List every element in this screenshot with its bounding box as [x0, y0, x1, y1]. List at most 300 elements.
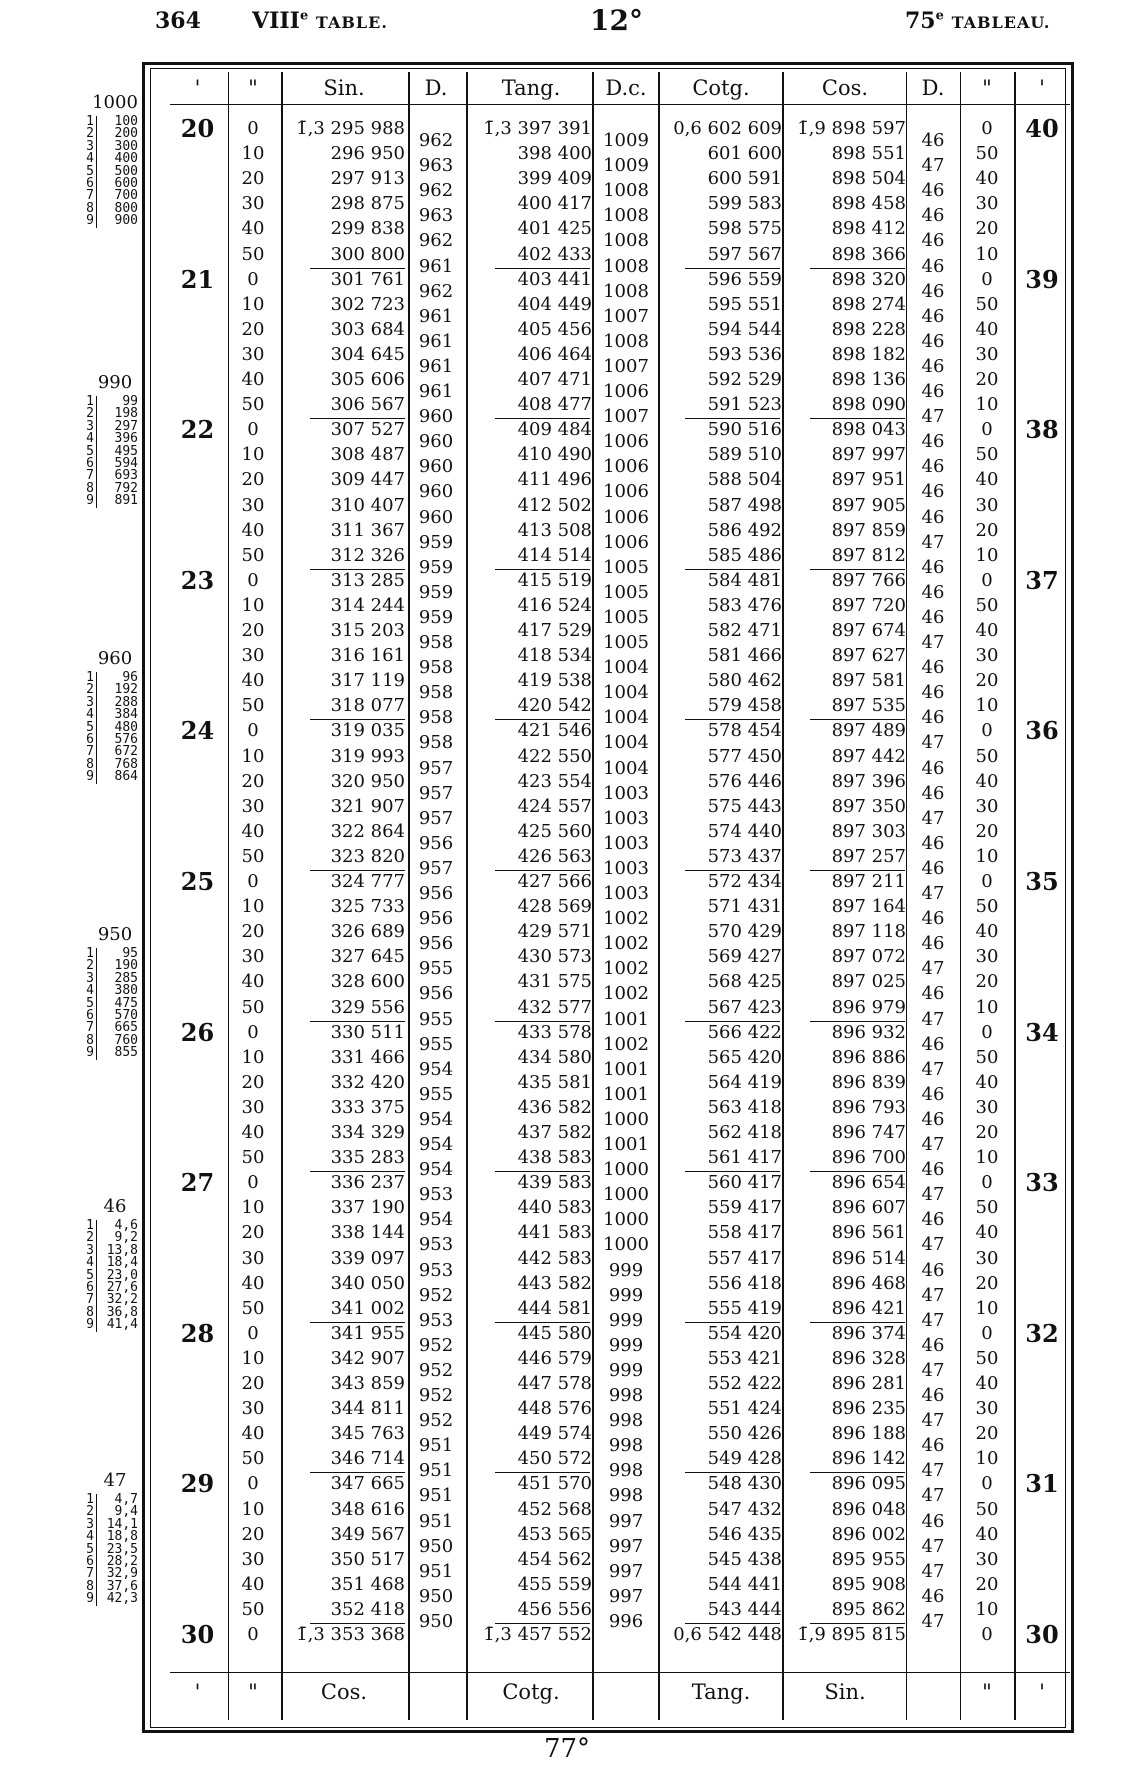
- cell-sec: 30: [241, 1247, 265, 1269]
- prop-parts-value: 192: [114, 682, 138, 698]
- cell-cos: 897 859: [831, 519, 906, 541]
- cell-cotg: 567 423: [707, 996, 782, 1018]
- cell-cos: 896 328: [831, 1347, 906, 1369]
- cell-sec: 30: [241, 343, 265, 365]
- cell-sec-r: 0: [981, 1172, 993, 1194]
- cell-tang: 452 568: [517, 1498, 592, 1520]
- prop-parts-index: 7: [86, 744, 94, 760]
- cell-d1: 956: [418, 933, 454, 955]
- cell-d2: 47: [921, 1410, 945, 1432]
- cell-dc: 1005: [603, 632, 649, 653]
- cell-d2: 46: [921, 1209, 945, 1231]
- footer-sin: Cos.: [320, 1680, 368, 1704]
- cell-d2: 46: [921, 506, 945, 528]
- cell-sec: 50: [241, 695, 265, 717]
- cell-cos: 896 095: [831, 1473, 906, 1495]
- prop-parts-value: 768: [114, 756, 138, 772]
- cell-sin: 297 913: [330, 168, 405, 190]
- prop-parts-index: 7: [86, 1566, 94, 1582]
- cell-d1: 954: [418, 1209, 454, 1231]
- cell-d2: 46: [921, 330, 945, 352]
- cell-d1: 953: [418, 1184, 454, 1206]
- prop-parts-index: 4: [86, 983, 94, 999]
- cell-sec-r: 0: [981, 268, 993, 290]
- cell-cos: 896 048: [831, 1498, 906, 1520]
- cell-min: 25: [180, 867, 215, 896]
- prop-parts-value: 285: [114, 970, 138, 986]
- cell-tang: 453 565: [517, 1523, 592, 1545]
- cell-sec-r: 50: [975, 1046, 999, 1068]
- cell-dc: 999: [608, 1309, 644, 1331]
- cell-sec-r: 0: [981, 118, 993, 139]
- cell-d1: 955: [418, 1083, 454, 1105]
- cell-d1: 960: [418, 506, 454, 528]
- cell-tang: 398 400: [517, 143, 592, 165]
- cell-cos: 898 504: [831, 168, 906, 190]
- cell-cos: 898 228: [831, 318, 906, 340]
- prop-parts-index: 8: [86, 756, 94, 772]
- cell-cos: 896 747: [831, 1122, 906, 1143]
- prop-parts-value: 760: [114, 1032, 138, 1048]
- cell-sec-r: 20: [975, 820, 999, 842]
- cell-cos: 897 951: [831, 469, 906, 491]
- cell-sin: 343 859: [330, 1373, 405, 1394]
- prop-parts-bar: [96, 672, 97, 784]
- cell-sin: 320 950: [330, 770, 405, 792]
- prop-parts-value: 23,0: [106, 1267, 138, 1283]
- cell-tang: 423 554: [517, 770, 592, 792]
- cell-sec: 50: [241, 996, 265, 1018]
- header-sin: Sin.: [323, 76, 365, 100]
- prop-parts-index: 9: [86, 1317, 94, 1333]
- cell-sec: 50: [241, 1448, 265, 1470]
- cell-sin: 350 517: [330, 1548, 405, 1570]
- cell-d1: 957: [418, 857, 454, 879]
- cell-min-r: 33: [1025, 1168, 1059, 1198]
- cell-cos: 897 720: [831, 594, 906, 616]
- cell-cos: 896 700: [831, 1147, 906, 1169]
- cell-dc: 1004: [603, 707, 649, 729]
- cell-sec-r: 50: [975, 594, 999, 616]
- tableau-word: TABLEAU.: [951, 13, 1051, 32]
- cell-cotg: 599 583: [707, 193, 782, 215]
- cell-d2: 46: [921, 180, 945, 202]
- cell-dc: 1002: [603, 958, 649, 980]
- cell-sin: 352 418: [330, 1598, 405, 1620]
- prop-parts-value: 100: [114, 114, 138, 129]
- cell-sec-r: 20: [975, 1272, 999, 1294]
- cell-sec-r: 40: [975, 921, 999, 943]
- cell-sin: 327 645: [330, 946, 405, 968]
- cell-cotg: 570 429: [707, 921, 782, 943]
- cell-sec: 10: [241, 745, 265, 767]
- cell-tang: 412 502: [517, 494, 592, 516]
- cell-dc: 1008: [603, 230, 649, 252]
- cell-tang: 445 580: [517, 1322, 592, 1344]
- cell-dc: 1008: [603, 255, 649, 277]
- cell-cotg: 588 504: [707, 469, 782, 491]
- cell-d2: 47: [921, 1134, 945, 1155]
- cell-dc: 1006: [603, 431, 649, 453]
- column-divider: [906, 72, 907, 1720]
- cell-sec-r: 30: [975, 946, 999, 968]
- prop-parts-value: 576: [114, 732, 138, 747]
- cell-sec: 40: [241, 218, 265, 240]
- cell-d2: 47: [921, 1535, 945, 1557]
- cell-sec-r: 10: [975, 1448, 999, 1470]
- cell-sec: 20: [241, 1373, 265, 1394]
- cell-sec: 0: [247, 268, 259, 290]
- cell-cotg: 578 454: [707, 720, 782, 742]
- cell-d2: 47: [921, 883, 945, 904]
- cell-dc: 1002: [603, 983, 649, 1005]
- prop-parts-value: 37,6: [106, 1578, 138, 1594]
- cell-sin: 302 723: [330, 293, 405, 315]
- cell-sin: 308 487: [330, 444, 405, 466]
- cell-d1: 951: [418, 1485, 454, 1507]
- cell-sin: 351 468: [330, 1573, 405, 1595]
- cell-sec-r: 40: [975, 168, 999, 190]
- cell-dc: 1004: [603, 757, 649, 779]
- cell-d2: 46: [921, 707, 945, 729]
- cell-sin: 1̄,3 295 988: [296, 118, 405, 139]
- cell-d2: 46: [921, 908, 945, 930]
- cell-cos: 897 581: [831, 670, 906, 692]
- cell-cotg: 590 516: [707, 419, 782, 441]
- cell-sec-r: 20: [975, 1122, 999, 1143]
- cell-dc: 1008: [603, 280, 649, 302]
- cell-tang: 427 566: [517, 871, 592, 892]
- cell-cos: 897 118: [831, 921, 906, 943]
- cell-tang: 411 496: [517, 469, 592, 491]
- cell-tang: 429 571: [517, 921, 592, 943]
- cell-cotg: 545 438: [707, 1548, 782, 1570]
- prop-parts-value: 28,2: [106, 1554, 138, 1569]
- cell-d1: 953: [418, 1234, 454, 1256]
- footer-min: ': [194, 1680, 201, 1704]
- cell-sec: 0: [247, 1473, 259, 1495]
- cell-tang: 437 582: [517, 1122, 592, 1143]
- cell-sin: 323 820: [330, 845, 405, 867]
- cell-tang: 435 581: [517, 1071, 592, 1093]
- cell-cotg: 594 544: [707, 318, 782, 340]
- prop-parts-value: 200: [114, 126, 138, 142]
- cell-cotg: 563 418: [707, 1096, 782, 1118]
- prop-parts-index: 5: [86, 163, 94, 179]
- cell-sec: 20: [241, 620, 265, 641]
- cell-tang: 402 433: [517, 243, 592, 265]
- cell-sin: 321 907: [330, 795, 405, 817]
- cell-min: 21: [180, 264, 215, 294]
- cell-sec-r: 0: [981, 569, 993, 591]
- prop-parts-index: 1: [86, 394, 94, 409]
- cell-min-r: 39: [1025, 264, 1059, 294]
- cell-cotg: 547 432: [707, 1498, 782, 1520]
- prop-parts-head: 46: [103, 1196, 127, 1217]
- cell-d2: 46: [921, 757, 945, 779]
- cell-d2: 46: [921, 1435, 945, 1457]
- cell-tang: 405 456: [517, 318, 592, 340]
- cell-d1: 954: [418, 1058, 454, 1080]
- cell-tang: 449 574: [517, 1423, 592, 1445]
- cell-dc: 1004: [603, 657, 649, 679]
- cell-cotg: 593 536: [707, 343, 782, 365]
- cell-cos: 896 979: [831, 996, 906, 1018]
- cell-dc: 1007: [603, 406, 649, 428]
- cell-cotg: 598 575: [707, 218, 782, 240]
- cell-tang: 439 583: [517, 1172, 592, 1194]
- cell-sec-r: 10: [975, 1297, 999, 1319]
- cell-min: 26: [180, 1017, 215, 1047]
- cell-tang: 450 572: [517, 1448, 592, 1470]
- cell-cos: 897 442: [831, 745, 906, 767]
- cell-tang: 440 583: [517, 1197, 592, 1219]
- cell-sin: 326 689: [330, 921, 405, 943]
- cell-dc: 1008: [603, 205, 649, 227]
- cell-sec-r: 10: [975, 394, 999, 416]
- prop-parts-index: 5: [86, 443, 94, 459]
- cell-sin: 298 875: [330, 193, 405, 215]
- cell-sec: 10: [241, 594, 265, 616]
- cell-cotg: 544 441: [707, 1573, 782, 1595]
- cell-d2: 47: [921, 1184, 945, 1206]
- cell-sin: 349 567: [330, 1523, 405, 1545]
- cell-cotg: 557 417: [707, 1247, 782, 1269]
- cell-d1: 951: [418, 1560, 454, 1582]
- cell-dc: 1002: [603, 933, 649, 955]
- cell-min-r: 35: [1025, 867, 1059, 896]
- cell-dc: 998: [608, 1485, 644, 1507]
- cell-cotg: 575 443: [707, 795, 782, 817]
- cell-sin: 325 733: [330, 896, 405, 918]
- footer-sec-r: ": [982, 1680, 992, 1704]
- cell-d2: 47: [921, 1008, 945, 1030]
- cell-tang: 403 441: [517, 268, 592, 290]
- prop-parts-value: 693: [114, 468, 138, 484]
- header-d2: D.: [921, 76, 945, 100]
- prop-parts-index: 9: [86, 769, 94, 785]
- cell-sec-r: 20: [975, 1423, 999, 1445]
- prop-parts-value: 396: [114, 431, 138, 447]
- cell-cos: 897 627: [831, 645, 906, 667]
- cell-tang: 428 569: [517, 896, 592, 918]
- cell-dc: 1000: [603, 1108, 649, 1130]
- cell-d1: 961: [418, 305, 454, 327]
- cell-d2: 46: [921, 1585, 945, 1607]
- prop-parts-index: 2: [86, 1230, 94, 1246]
- header-min: ': [194, 76, 201, 100]
- cell-sin: 330 511: [330, 1021, 405, 1043]
- cell-sec: 30: [241, 1096, 265, 1118]
- prop-parts-index: 9: [86, 1045, 94, 1061]
- cell-d2: 46: [921, 1108, 945, 1130]
- cell-sec-r: 50: [975, 1197, 999, 1219]
- cell-d1: 957: [418, 807, 454, 829]
- cell-sec: 40: [241, 1573, 265, 1595]
- prop-parts-index: 1: [86, 1492, 94, 1507]
- cell-sec-r: 10: [975, 845, 999, 867]
- cell-sec: 50: [241, 394, 265, 416]
- cell-d1: 956: [418, 832, 454, 854]
- prop-parts-value: 95: [122, 946, 138, 961]
- prop-parts-index: 8: [86, 480, 94, 496]
- cell-cos: 896 188: [831, 1423, 906, 1445]
- cell-sec-r: 10: [975, 996, 999, 1018]
- cell-sec-r: 0: [981, 1624, 993, 1645]
- prop-parts-value: 864: [114, 769, 138, 785]
- cell-cos: 897 535: [831, 695, 906, 717]
- cell-d2: 47: [921, 155, 945, 177]
- cell-dc: 1007: [603, 305, 649, 327]
- prop-parts-value: 594: [114, 456, 138, 471]
- cell-sec-r: 30: [975, 1548, 999, 1570]
- cell-sec: 40: [241, 971, 265, 993]
- cell-d2: 46: [921, 983, 945, 1005]
- prop-parts-head: 990: [97, 372, 133, 393]
- cell-d2: 46: [921, 1033, 945, 1055]
- cell-sin: 315 203: [330, 620, 405, 641]
- cell-tang: 451 570: [517, 1473, 592, 1495]
- cell-tang: 400 417: [517, 193, 592, 215]
- cell-cos: 895 955: [831, 1548, 906, 1570]
- prop-parts-index: 3: [86, 694, 94, 710]
- cell-tang: 415 519: [517, 569, 592, 591]
- cell-sec-r: 0: [981, 1322, 993, 1344]
- prop-parts-value: 380: [114, 983, 138, 999]
- cell-sec-r: 30: [975, 193, 999, 215]
- cell-d1: 952: [418, 1359, 454, 1381]
- prop-parts-index: 7: [86, 1020, 94, 1036]
- cell-sec: 50: [241, 544, 265, 566]
- cell-d2: 46: [921, 933, 945, 955]
- cell-d1: 958: [418, 632, 454, 653]
- cell-cos: 1̄,9 898 597: [797, 118, 906, 139]
- cell-cos: 896 839: [831, 1071, 906, 1093]
- cell-cotg: 581 466: [707, 645, 782, 667]
- cell-d2: 46: [921, 682, 945, 704]
- prop-parts-index: 9: [86, 493, 94, 509]
- prop-parts-value: 475: [114, 995, 138, 1011]
- cell-min: 23: [180, 565, 215, 595]
- cell-tang: 441 583: [517, 1222, 592, 1244]
- cell-cotg: 0,6 542 448: [673, 1624, 782, 1645]
- cell-sec: 30: [241, 1398, 265, 1420]
- cell-sec: 10: [241, 1347, 265, 1369]
- prop-parts-value: 400: [114, 151, 138, 167]
- prop-parts-value: 570: [114, 1008, 138, 1023]
- cell-min-r: 38: [1025, 415, 1059, 445]
- cell-tang: 421 546: [517, 720, 592, 742]
- cell-dc: 1006: [603, 481, 649, 503]
- column-divider: [960, 72, 961, 1720]
- cell-d2: 46: [921, 431, 945, 453]
- cell-sin: 301 761: [330, 268, 405, 290]
- cell-tang: 416 524: [517, 594, 592, 616]
- prop-parts-value: 495: [114, 443, 138, 459]
- cell-sec: 20: [241, 168, 265, 190]
- cell-sec-r: 50: [975, 143, 999, 165]
- cell-d1: 950: [418, 1535, 454, 1557]
- header-cos: Cos.: [821, 76, 869, 100]
- prop-parts-index: 6: [86, 1008, 94, 1023]
- cell-dc: 1000: [603, 1159, 649, 1181]
- cell-sec: 30: [241, 193, 265, 215]
- cell-cos: 896 932: [831, 1021, 906, 1043]
- footer-tang: Cotg.: [502, 1680, 560, 1704]
- cell-d2: 47: [921, 1560, 945, 1582]
- cell-sec-r: 20: [975, 1573, 999, 1595]
- cell-cos: 897 211: [831, 871, 906, 892]
- prop-parts-value: 665: [114, 1020, 138, 1036]
- cell-d2: 46: [921, 230, 945, 252]
- cell-cotg: 587 498: [707, 494, 782, 516]
- cell-d1: 950: [418, 1610, 454, 1632]
- cell-cotg: 576 446: [707, 770, 782, 792]
- cell-d1: 952: [418, 1385, 454, 1406]
- header-sec-r: ": [982, 76, 992, 100]
- cell-sec: 30: [241, 1548, 265, 1570]
- cell-dc: 999: [608, 1284, 644, 1306]
- cell-sec: 30: [241, 494, 265, 516]
- cell-sec-r: 10: [975, 1147, 999, 1169]
- cell-sec: 10: [241, 896, 265, 918]
- cell-sec-r: 50: [975, 1347, 999, 1369]
- cell-sin: 329 556: [330, 996, 405, 1018]
- cell-sec: 10: [241, 143, 265, 165]
- prop-parts-index: 5: [86, 1541, 94, 1557]
- cell-d2: 46: [921, 305, 945, 327]
- cell-dc: 1001: [603, 1083, 649, 1105]
- prop-parts-index: 5: [86, 995, 94, 1011]
- cell-sec: 20: [241, 318, 265, 340]
- cell-d2: 47: [921, 632, 945, 653]
- cell-cotg: 560 417: [707, 1172, 782, 1194]
- cell-dc: 1005: [603, 581, 649, 603]
- cell-cos: 896 002: [831, 1523, 906, 1545]
- cell-d2: 46: [921, 1083, 945, 1105]
- cell-d1: 962: [418, 130, 454, 151]
- cell-d2: 46: [921, 1385, 945, 1406]
- cell-tang: 433 578: [517, 1021, 592, 1043]
- tableau-number: [905, 8, 1050, 34]
- cell-sin: 312 326: [330, 544, 405, 566]
- cell-sin: 332 420: [330, 1071, 405, 1093]
- cell-cos: 898 412: [831, 218, 906, 240]
- prop-parts-value: 300: [114, 138, 138, 154]
- cell-sin: 335 283: [330, 1147, 405, 1169]
- prop-parts-index: 1: [86, 114, 94, 129]
- prop-parts-index: 2: [86, 958, 94, 974]
- cell-cos: 895 908: [831, 1573, 906, 1595]
- cell-sec: 0: [247, 1624, 259, 1645]
- cell-d1: 960: [418, 406, 454, 428]
- cell-d1: 954: [418, 1159, 454, 1181]
- cell-d1: 959: [418, 581, 454, 603]
- cell-tang: 447 578: [517, 1373, 592, 1394]
- prop-parts-index: 8: [86, 1032, 94, 1048]
- cell-dc: 996: [608, 1610, 644, 1632]
- cell-d2: 46: [921, 556, 945, 578]
- cell-cos: 897 766: [831, 569, 906, 591]
- prop-parts-value: 792: [114, 480, 138, 496]
- cell-sin: 311 367: [330, 519, 405, 541]
- prop-parts-value: 13,8: [106, 1242, 138, 1258]
- cell-sec-r: 10: [975, 695, 999, 717]
- cell-dc: 1004: [603, 682, 649, 704]
- cell-d2: 46: [921, 832, 945, 854]
- prop-parts-value: 900: [114, 213, 138, 229]
- prop-parts-value: 99: [122, 394, 138, 409]
